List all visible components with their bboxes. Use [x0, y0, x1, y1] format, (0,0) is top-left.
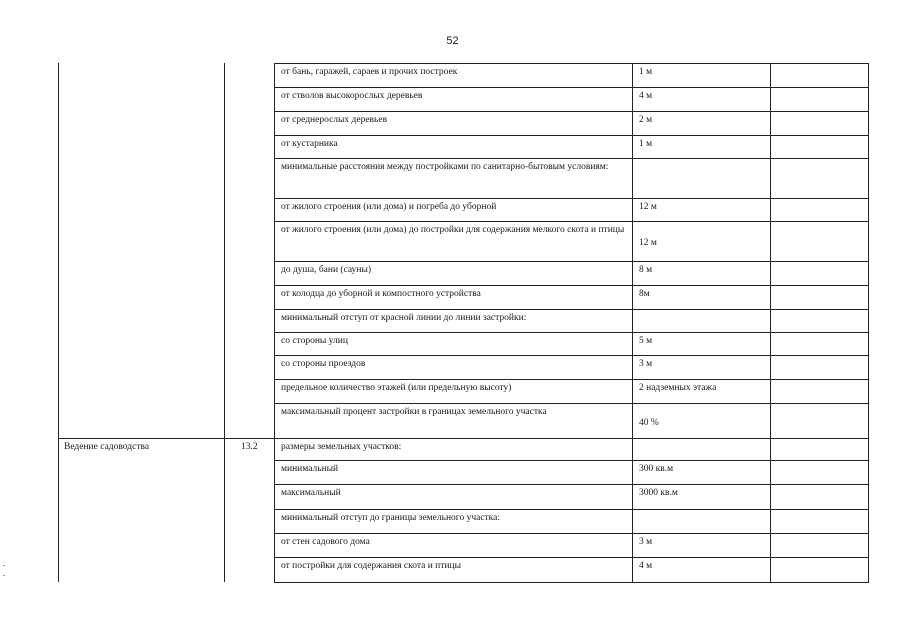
row-value: 12 м	[639, 238, 657, 248]
row-border	[274, 460, 869, 461]
row-border	[274, 509, 869, 510]
section-name: Ведение садоводства	[64, 442, 150, 452]
row-value: 3 м	[639, 537, 653, 547]
row-border	[274, 403, 869, 404]
row-parameter: размеры земельных участков:	[281, 442, 402, 452]
right-column-border	[868, 63, 869, 582]
row-value: 1 м	[639, 139, 653, 149]
row-parameter: от среднерослых деревьев	[281, 115, 388, 125]
row-value: 3 м	[639, 359, 653, 369]
row-parameter: от колодца до уборной и компостного устройства	[281, 289, 481, 299]
row-border	[274, 221, 869, 222]
page-number: 52	[446, 35, 459, 47]
row-value: 4 м	[639, 91, 653, 101]
row-border	[274, 158, 869, 159]
row-value: 300 кв.м	[639, 464, 674, 474]
row-value: 40 %	[639, 418, 659, 428]
row-border	[274, 438, 869, 439]
row-parameter: максимальный процент застройки в границах земельного участка	[281, 407, 547, 417]
left-column-border	[58, 63, 59, 582]
row-parameter: максимальный	[281, 488, 341, 498]
row-parameter: со стороны улиц	[281, 336, 348, 346]
section-code: 13.2	[241, 442, 258, 452]
row-border	[274, 309, 869, 310]
scan-mark	[3, 575, 5, 576]
row-parameter: от бань, гаражей, сараев и прочих построек	[281, 67, 458, 77]
extra-column-border	[770, 63, 771, 582]
value-column-border	[632, 63, 633, 582]
row-parameter: от постройки для содержания скота и птицы	[281, 561, 461, 571]
row-border	[274, 87, 869, 88]
row-parameter: минимальный отступ от красной линии до линии застройки:	[281, 313, 527, 323]
row-parameter: от кустарника	[281, 139, 338, 149]
row-border	[274, 198, 869, 199]
param-column-border	[274, 63, 275, 582]
row-border	[274, 135, 869, 136]
row-border	[274, 63, 869, 64]
row-value: 1 м	[639, 67, 653, 77]
code-column-border	[224, 63, 225, 582]
row-value: 3000 кв.м	[639, 488, 678, 498]
row-border	[274, 557, 869, 558]
row-value: 12 м	[639, 202, 657, 212]
section-border	[58, 438, 274, 439]
row-value: 8 м	[639, 265, 653, 275]
row-parameter: минимальный отступ до границы земельного участка:	[281, 513, 501, 523]
row-border	[274, 332, 869, 333]
row-parameter: от жилого строения (или дома) до постройки для содержания мелкого скота и птицы	[281, 225, 625, 235]
row-parameter: от стволов высокорослых деревьев	[281, 91, 423, 101]
row-parameter: от жилого строения (или дома) и погреба до уборной	[281, 202, 497, 212]
row-border	[274, 484, 869, 485]
row-border	[274, 355, 869, 356]
row-value: 2 надземных этажа	[639, 383, 717, 393]
row-border	[274, 533, 869, 534]
row-parameter: минимальные расстояния между постройками по санитарно-бытовым условиям:	[281, 162, 609, 172]
row-border	[274, 111, 869, 112]
row-border	[274, 582, 869, 583]
scan-mark	[3, 565, 5, 566]
row-parameter: минимальный	[281, 464, 339, 474]
row-parameter: со стороны проездов	[281, 359, 366, 369]
row-border	[274, 285, 869, 286]
row-parameter: предельное количество этажей (или предельную высоту)	[281, 383, 512, 393]
row-parameter: от стен садового дома	[281, 537, 370, 547]
row-value: 8м	[639, 289, 650, 299]
row-value: 5 м	[639, 336, 653, 346]
row-border	[274, 261, 869, 262]
row-value: 2 м	[639, 115, 653, 125]
row-parameter: до душа, бани (сауны)	[281, 265, 372, 275]
row-value: 4 м	[639, 561, 653, 571]
row-border	[274, 379, 869, 380]
